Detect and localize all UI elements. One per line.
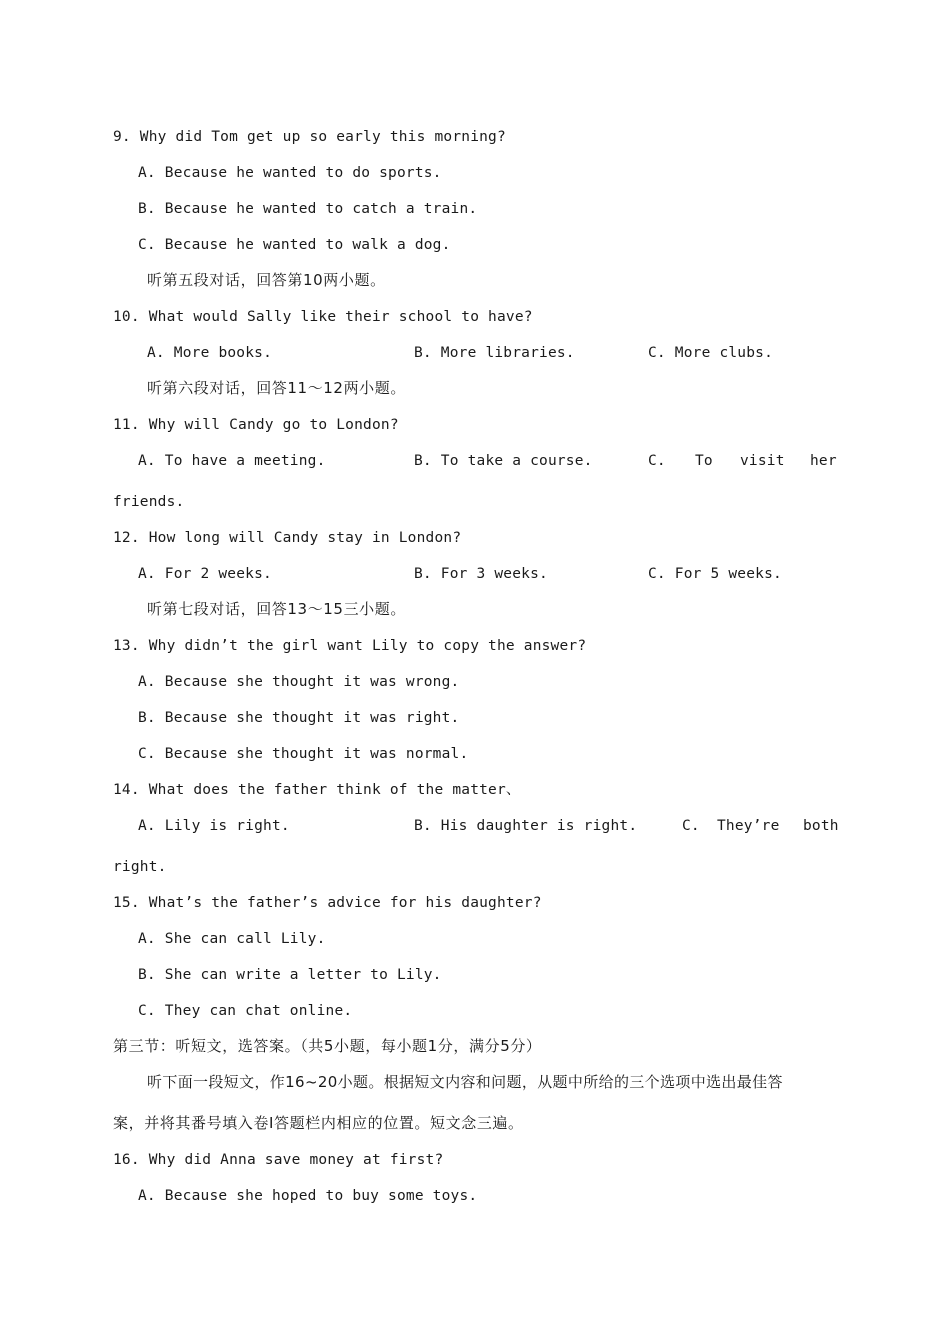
question-12-option-b: B. For 3 weeks. xyxy=(414,566,548,582)
question-10-option-c: C. More clubs. xyxy=(648,345,774,361)
section-6-instruction: 听第六段对话，回答11～12两小题。 xyxy=(147,379,406,397)
question-15: 15. What’s the father’s advice for his daughter? xyxy=(113,895,542,911)
section-5-instruction: 听第五段对话，回答第10两小题。 xyxy=(147,271,386,289)
question-15-option-c: C. They can chat online. xyxy=(138,1003,353,1019)
question-11-option-c-continuation: friends. xyxy=(113,494,185,510)
question-16-option-a: A. Because she hoped to buy some toys. xyxy=(138,1188,478,1204)
question-15-option-b: B. She can write a letter to Lily. xyxy=(138,967,442,983)
part-3-instruction-line-1: 听下面一段短文，作16~20小题。根据短文内容和问题，从题中所给的三个选项中选出最佳答 xyxy=(147,1073,783,1091)
question-11-option-c-word: her xyxy=(810,453,837,469)
question-11-option-c-word: visit xyxy=(740,453,785,469)
question-12-option-c: C. For 5 weeks. xyxy=(648,566,782,582)
question-9-option-c: C. Because he wanted to walk a dog. xyxy=(138,237,451,253)
part-3-instruction-line-2: 案，并将其番号填入卷Ⅰ答题栏内相应的位置。短文念三遍。 xyxy=(113,1114,524,1132)
section-7-instruction: 听第七段对话，回答13～15三小题。 xyxy=(147,600,406,618)
question-10: 10. What would Sally like their school to have? xyxy=(113,309,533,325)
question-9-option-a: A. Because he wanted to do sports. xyxy=(138,165,442,181)
question-12-option-a: A. For 2 weeks. xyxy=(138,566,272,582)
question-13-option-c: C. Because she thought it was normal. xyxy=(138,746,469,762)
question-14-option-c-word: both xyxy=(803,818,839,834)
question-14-option-c-letter: C. xyxy=(682,818,700,834)
question-11-option-c-word: To xyxy=(695,453,713,469)
question-13-option-b: B. Because she thought it was right. xyxy=(138,710,460,726)
question-9-option-b: B. Because he wanted to catch a train. xyxy=(138,201,478,217)
question-12: 12. How long will Candy stay in London? xyxy=(113,530,462,546)
question-14-option-b: B. His daughter is right. xyxy=(414,818,638,834)
question-10-option-a: A. More books. xyxy=(147,345,273,361)
question-14: 14. What does the father think of the matter、 xyxy=(113,782,521,798)
question-14-option-a: A. Lily is right. xyxy=(138,818,290,834)
question-14-option-c-continuation: right. xyxy=(113,859,167,875)
question-11-option-b: B. To take a course. xyxy=(414,453,593,469)
question-11-option-a: A. To have a meeting. xyxy=(138,453,326,469)
question-11: 11. Why will Candy go to London? xyxy=(113,417,399,433)
question-16: 16. Why did Anna save money at first? xyxy=(113,1152,444,1168)
question-13-option-a: A. Because she thought it was wrong. xyxy=(138,674,460,690)
question-14-option-c-word: They’re xyxy=(717,818,780,834)
question-15-option-a: A. She can call Lily. xyxy=(138,931,326,947)
question-13: 13. Why didn’t the girl want Lily to copy the answer? xyxy=(113,638,587,654)
question-9: 9. Why did Tom get up so early this morning? xyxy=(113,129,506,145)
question-10-option-b: B. More libraries. xyxy=(414,345,575,361)
part-3-heading: 第三节：听短文，选答案。（共5小题，每小题1分，满分5分） xyxy=(113,1037,542,1055)
question-11-option-c-letter: C. xyxy=(648,453,666,469)
